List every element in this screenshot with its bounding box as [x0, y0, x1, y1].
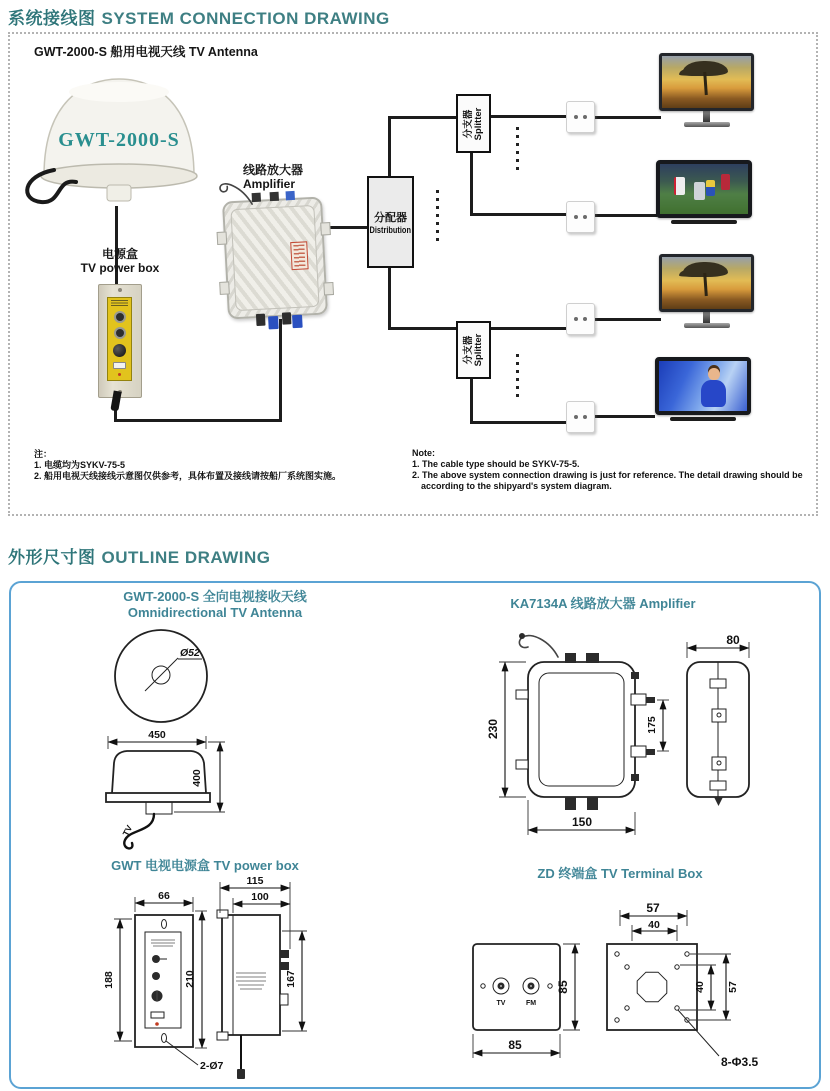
tv-1-stand-base	[684, 122, 730, 127]
terminal-outline-title: ZD 终端盒 TV Terminal Box	[537, 866, 703, 881]
antenna-nozzle-outline	[146, 802, 172, 814]
tv-outlet-4	[566, 401, 595, 433]
splitter-2-label-en: Splitter	[472, 333, 484, 367]
tv-1-frame	[659, 53, 754, 111]
amplifier-bottom-connector-2	[282, 312, 292, 324]
distribution-label-zh: 分配器	[374, 212, 407, 224]
outlet-dot	[583, 215, 587, 219]
wire-outlet4-tv4	[593, 415, 655, 418]
amplifier-bottom-connector-blue-1	[268, 316, 279, 330]
powerbox-photo	[98, 284, 142, 398]
note-zh-line2: 2. 船用电视天线接线示意图仅供参考，具体布置及接线请按船厂系统图实施。	[34, 471, 342, 481]
amplifier-lug-left-top	[217, 231, 228, 245]
amplifier-lug-right-bottom	[323, 282, 334, 296]
dim-85-height-label: 85	[556, 980, 570, 994]
wire-splitter1-down	[470, 153, 473, 216]
dim-40-top-label: 40	[648, 919, 660, 931]
antenna-nozzle	[107, 185, 131, 201]
note-english	[412, 448, 803, 492]
amplifier-bottom-connector-blue-2	[292, 315, 303, 329]
tv-2-frame	[656, 160, 752, 218]
amplifier-outline-cable	[519, 636, 558, 657]
section2-header	[8, 543, 271, 568]
tv-outlet-1	[566, 101, 595, 133]
antenna-outline-title-zh: GWT-2000-S 全向电视接收天线	[123, 589, 307, 604]
tv-screen-image	[660, 164, 748, 214]
dim-57-right-label: 57	[727, 981, 739, 993]
splitter-1-label	[464, 107, 484, 140]
antenna-dome-highlight	[69, 82, 169, 102]
outlet-dot	[583, 415, 587, 419]
powerbox-panel-text	[111, 300, 128, 307]
tv-2-stand-base	[671, 220, 737, 224]
outlet-dot	[583, 317, 587, 321]
dim-hole-label: Ø52	[180, 647, 200, 659]
powerbox-label-zh: 电源盒	[101, 247, 138, 261]
ellipsis-dots-upper	[516, 127, 519, 174]
powerbox-mount-hole-top	[118, 288, 122, 292]
amplifier-outline-title: KA7134A 线路放大器 Amplifier	[510, 596, 696, 611]
tv-4-frame	[655, 357, 751, 415]
powerbox-switch	[113, 362, 126, 369]
tv-2	[656, 160, 752, 224]
note-en-title: Note:	[412, 448, 435, 458]
powerbox-outline-title: GWT 电视电源盒 TV power box	[111, 858, 299, 873]
tv-1	[659, 53, 754, 127]
outlet-dot	[574, 115, 578, 119]
powerbox-connector-2	[114, 327, 126, 339]
dim-400-label: 400	[191, 769, 203, 787]
powerbox-knob	[113, 344, 126, 357]
antenna-outline-title	[55, 589, 375, 621]
wire-to-splitter2	[388, 327, 458, 330]
amplifier-top-connector-2	[270, 192, 279, 201]
splitter-2-label-zh: 分支器	[462, 335, 474, 365]
wire-to-outlet4	[470, 421, 567, 424]
tv-outlet-2	[566, 201, 595, 233]
distribution-box	[367, 176, 414, 268]
amplifier-lug-right-top	[320, 222, 331, 236]
tv-1-stand-neck	[703, 111, 710, 122]
dim-2d7-label: 2-Ø7	[200, 1060, 224, 1072]
cable-tv-label: TV	[120, 823, 135, 838]
dim-167-label: 167	[285, 970, 297, 988]
ellipsis-dots-distribution	[436, 190, 439, 242]
wire-outlet1-tv1	[593, 116, 661, 119]
antenna-brand-label: GWT-2000-S	[58, 129, 180, 151]
dim-80-label: 80	[726, 633, 740, 647]
amplifier-label-en: Amplifier	[243, 177, 296, 191]
wire-up-to-amplifier	[279, 319, 282, 422]
powerbox-front-panel	[107, 297, 132, 381]
powerbox-connector-1	[114, 311, 126, 323]
wire-powerbox-across	[114, 419, 282, 422]
diagram-title: GWT-2000-S 船用电视天线 TV Antenna	[34, 45, 258, 59]
wire-outlet2-tv2	[593, 214, 657, 217]
powerbox-outline-drawing	[40, 855, 380, 1087]
terminal-front-view	[473, 944, 560, 1030]
tv-outlet-3	[566, 303, 595, 335]
splitter-1-label-zh: 分支器	[462, 109, 474, 138]
dim-175-label: 175	[646, 716, 658, 734]
wire-splitter1-outlet1	[491, 115, 567, 118]
tv-screen-image	[662, 257, 751, 309]
outlet-dot	[574, 317, 578, 321]
tv-screen-image	[662, 56, 751, 108]
dim-8d35-label: 8-Φ3.5	[721, 1055, 759, 1069]
antenna-top-view	[115, 630, 207, 722]
port-fm-label: FM	[525, 1000, 537, 1007]
dim-210-label: 210	[184, 970, 196, 988]
tv-4-stand-base	[670, 417, 736, 421]
ellipsis-dots-lower	[516, 354, 519, 400]
note-zh-line1: 1. 电缆均为SYKV-75-5	[34, 460, 126, 470]
splitter-2	[456, 321, 491, 379]
amplifier-top-connector-1	[252, 193, 261, 202]
amplifier-lug-left-bottom	[219, 281, 230, 295]
antenna-outline-title-en: Omnidirectional TV Antenna	[127, 605, 303, 620]
terminal-back-view	[607, 944, 697, 1030]
dim-450-label: 450	[148, 729, 166, 741]
powerbox-side-view	[222, 915, 280, 1035]
note-en-line2: 2. The above system connection drawing is just for reference. The detail drawing should be	[412, 470, 803, 480]
amplifier-front-view	[528, 662, 635, 797]
outlet-dot	[583, 115, 587, 119]
dim-150-label: 150	[571, 815, 593, 829]
tv-3	[659, 254, 754, 328]
powerbox-label	[55, 247, 185, 275]
section1-header-zh: 系统接线图	[8, 9, 96, 28]
wire-to-outlet2	[470, 213, 567, 216]
powerbox-label-en: TV power box	[80, 261, 160, 275]
antenna-base-plate	[106, 793, 210, 802]
amplifier-outline-drawing	[465, 612, 805, 862]
powerbox-led	[118, 373, 121, 376]
tv-3-stand-neck	[703, 312, 710, 323]
dim-57-top-label: 57	[646, 901, 660, 915]
section2-header-zh: 外形尺寸图	[8, 548, 96, 567]
wire-distribution-up	[388, 116, 391, 177]
note-chinese	[34, 449, 341, 482]
outlet-dot	[574, 415, 578, 419]
dim-85-width-label: 85	[508, 1038, 522, 1052]
terminal-outline-drawing	[435, 862, 830, 1090]
section1-header	[8, 4, 390, 29]
amplifier-photo	[222, 196, 328, 319]
note-zh-title: 注：	[34, 449, 53, 459]
amplifier-bottom-connector-1	[256, 314, 266, 326]
note-en-line3: according to the shipyard's system diagram.	[421, 481, 612, 491]
dim-188-label: 188	[103, 971, 115, 989]
port-tv-label: TV	[496, 1000, 506, 1007]
dim-66-label: 66	[158, 890, 170, 902]
antenna-outline-drawing	[50, 618, 290, 858]
dim-230-label: 230	[486, 718, 500, 740]
dim-100-label: 100	[251, 891, 269, 903]
tv-3-stand-base	[684, 323, 730, 328]
outlet-dot	[574, 215, 578, 219]
tv-3-frame	[659, 254, 754, 312]
amplifier-top-cable	[215, 175, 261, 207]
dim-115-label: 115	[246, 875, 264, 887]
distribution-label-en: Distribution	[369, 225, 412, 235]
wire-splitter2-outlet3	[491, 327, 567, 330]
section2-header-en: OUTLINE DRAWING	[101, 548, 271, 567]
amplifier-top-connector-blue	[286, 191, 295, 200]
dim-40-right-label: 40	[694, 981, 706, 993]
splitter-2-label	[464, 334, 484, 367]
splitter-1	[456, 94, 491, 153]
wire-to-splitter1	[388, 116, 458, 119]
antenna-photo	[14, 58, 224, 210]
tv-4	[655, 357, 751, 421]
terminal-center-hole	[637, 972, 667, 1002]
amplifier-red-label	[290, 241, 308, 270]
amplifier-label-zh: 线路放大器	[243, 163, 304, 177]
wire-splitter2-down	[470, 379, 473, 424]
wire-distribution-down	[388, 268, 391, 330]
section1-header-en: SYSTEM CONNECTION DRAWING	[101, 9, 390, 28]
splitter-1-label-en: Splitter	[472, 107, 484, 140]
wire-outlet3-tv3	[593, 318, 661, 321]
tv-screen-image	[659, 361, 747, 411]
note-en-line1: 1. The cable type should be SYKV-75-5.	[412, 459, 580, 469]
